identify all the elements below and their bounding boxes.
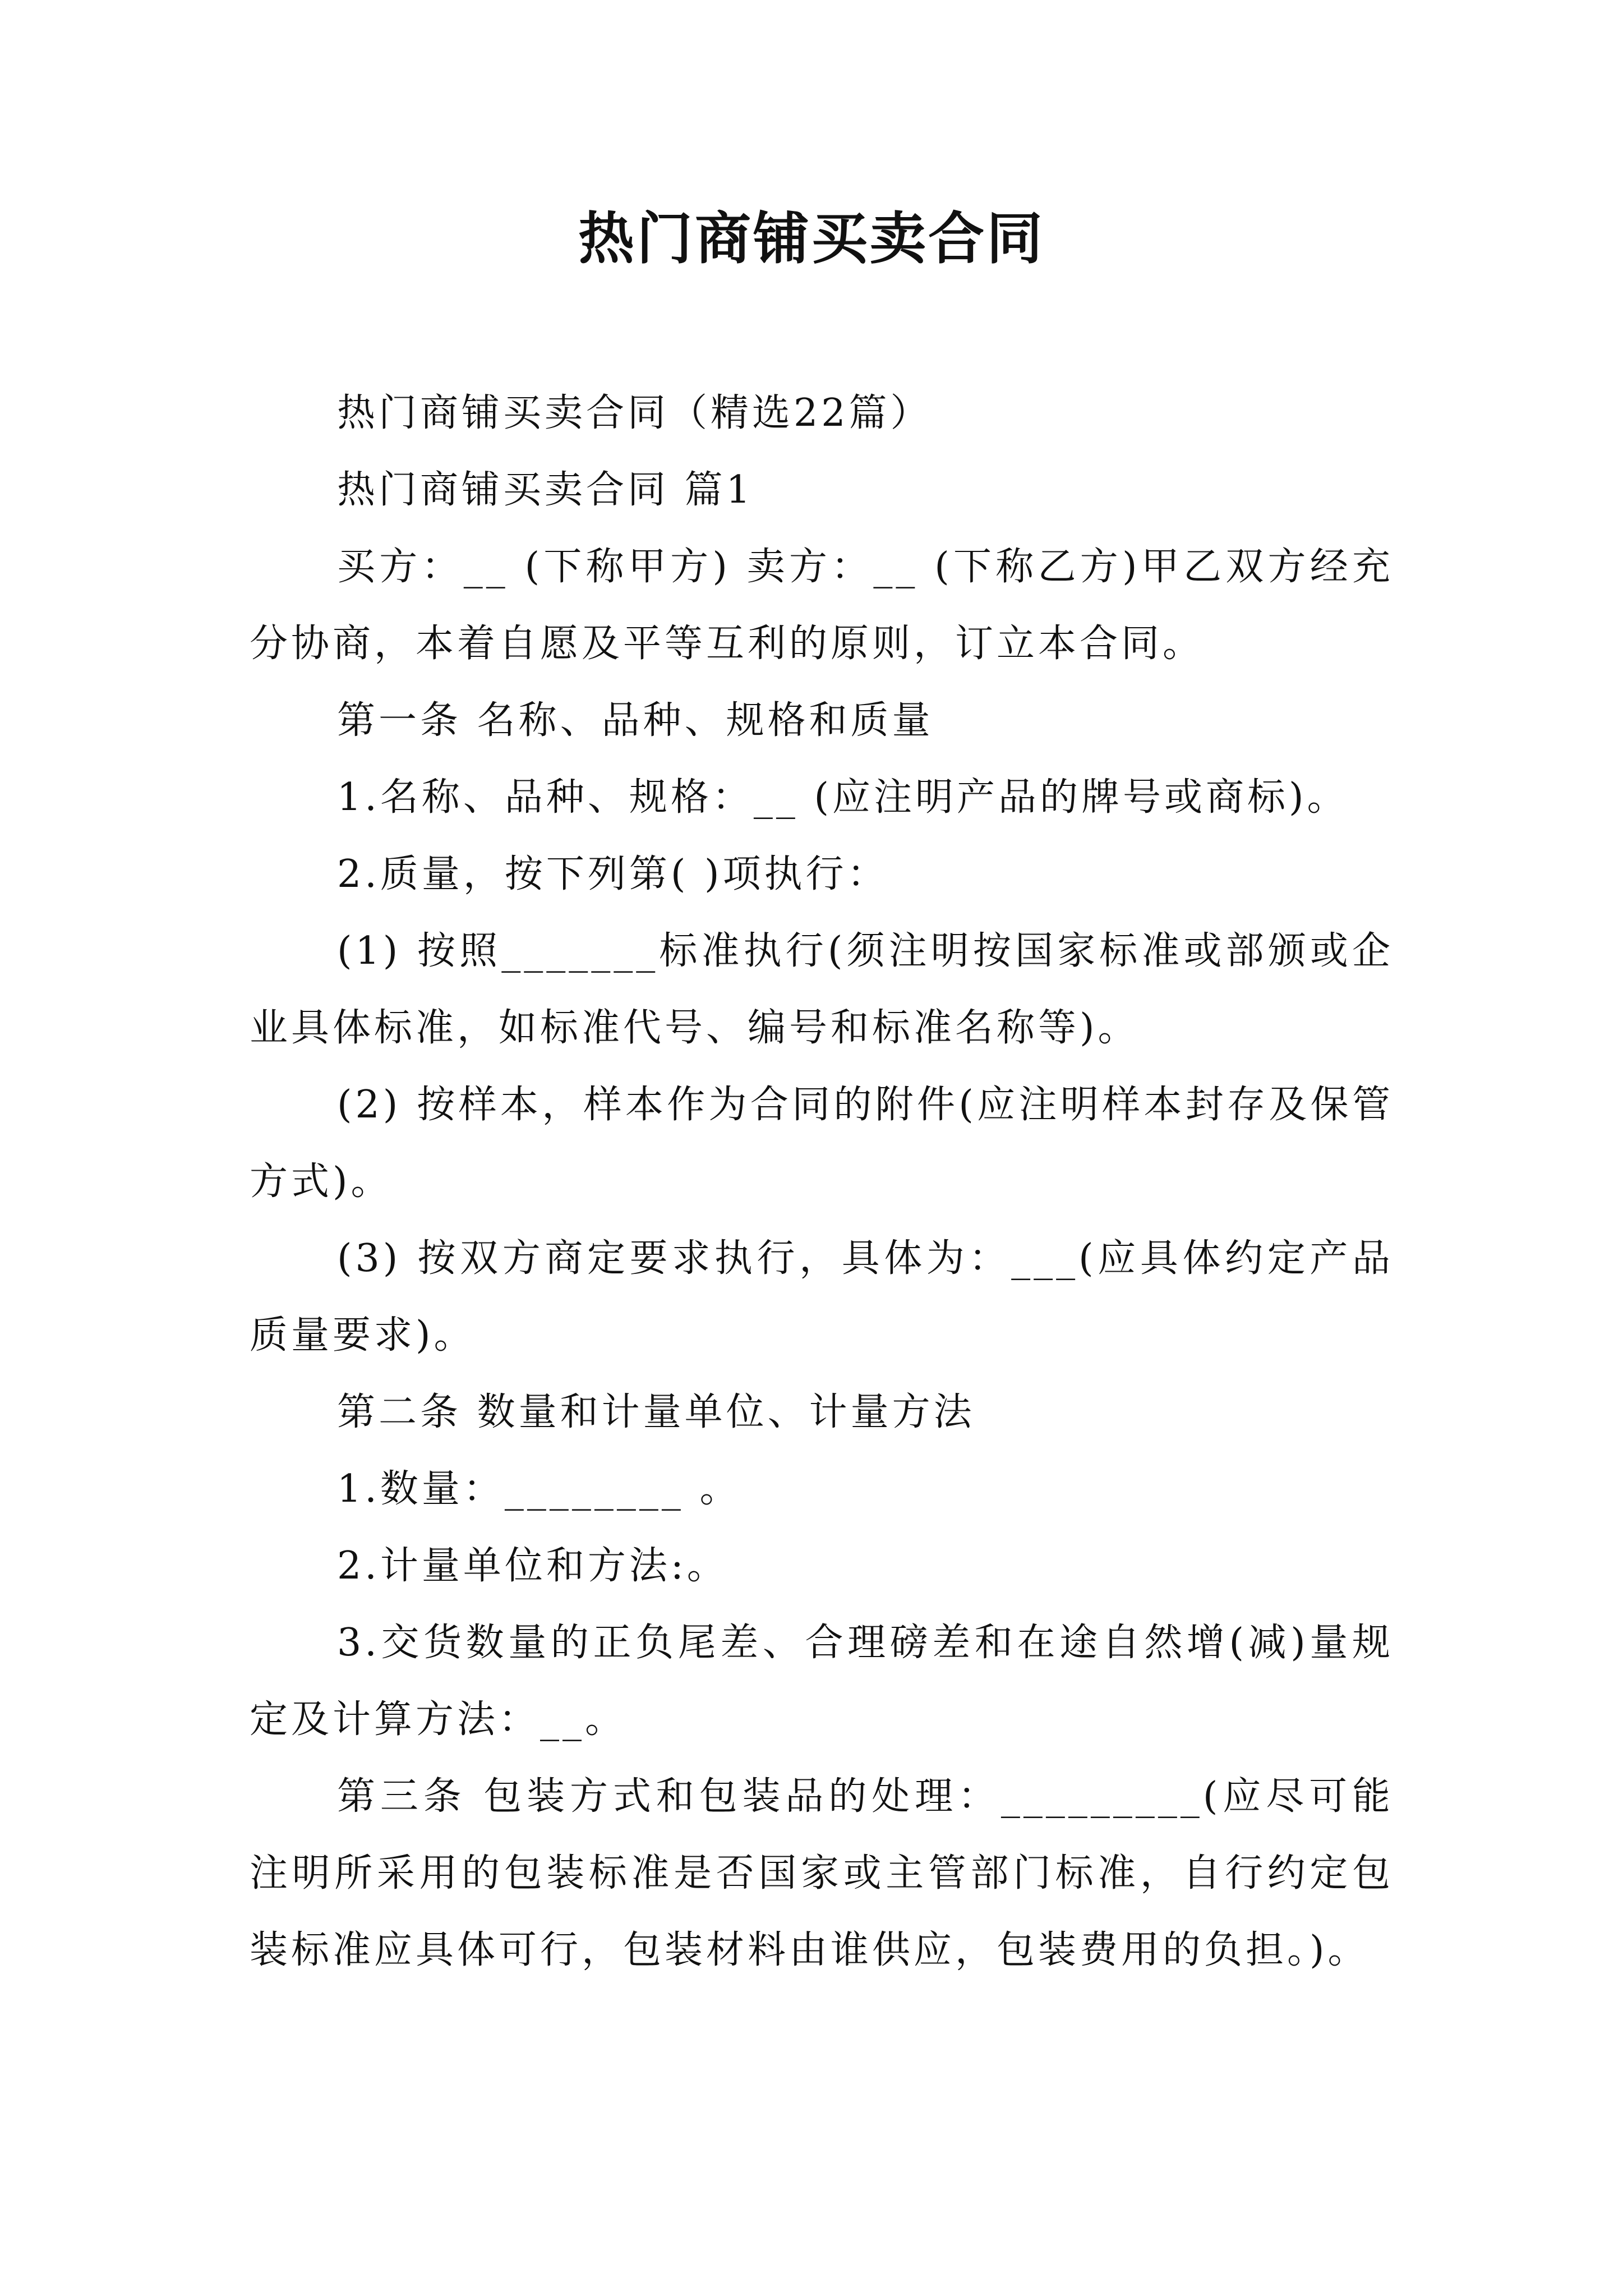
paragraph-article-2-item-1: 1.数量：________ 。 [337, 1467, 741, 1511]
paragraph-article-1-item-2: 2.质量，按下列第( )项执行： [337, 852, 889, 896]
paragraph-article-3: 第三条 包装方式和包装品的处理：_________(应尽可能注明所采用的包装标准是否国家或主管部门标准，自行约定包装标准应具体可行，包装材料由谁供应，包装费用的负担。)。 [250, 1774, 1394, 1972]
paragraph-article-2-item-2: 2.计量单位和方法:。 [337, 1544, 728, 1588]
paragraph-quality-option-1: (1) 按照_______标准执行(须注明按国家标准或部颁或企业具体标准，如标准代号、编号和标准名称等)。 [250, 929, 1394, 1050]
paragraph-quality-option-3: (3) 按双方商定要求执行，具体为：___(应具体约定产品质量要求)。 [250, 1236, 1394, 1358]
paragraph-article-2-item-3: 3.交货数量的正负尾差、合理磅差和在途自然增(减)量规定及计算方法：__。 [250, 1621, 1394, 1742]
paragraph-section-heading: 热门商铺买卖合同 篇1 [337, 468, 754, 512]
paragraph-article-2-heading: 第二条 数量和计量单位、计量方法 [337, 1390, 975, 1434]
paragraph-parties: 买方：__ (下称甲方) 卖方：__ (下称乙方)甲乙双方经充分协商，本着自愿及平等互利的原则，订立本合同。 [250, 545, 1394, 666]
paragraph-article-1-item-1: 1.名称、品种、规格：__ (应注明产品的牌号或商标)。 [337, 775, 1349, 820]
document-body [250, 375, 1394, 1989]
paragraph-article-1-heading: 第一条 名称、品种、规格和质量 [337, 698, 934, 743]
paragraph-subtitle: 热门商铺买卖合同（精选22篇） [337, 391, 932, 435]
paragraph-quality-option-2: (2) 按样本，样本作为合同的附件(应注明样本封存及保管方式)。 [250, 1083, 1394, 1204]
document-title: 热门商铺买卖合同 [578, 205, 1045, 272]
